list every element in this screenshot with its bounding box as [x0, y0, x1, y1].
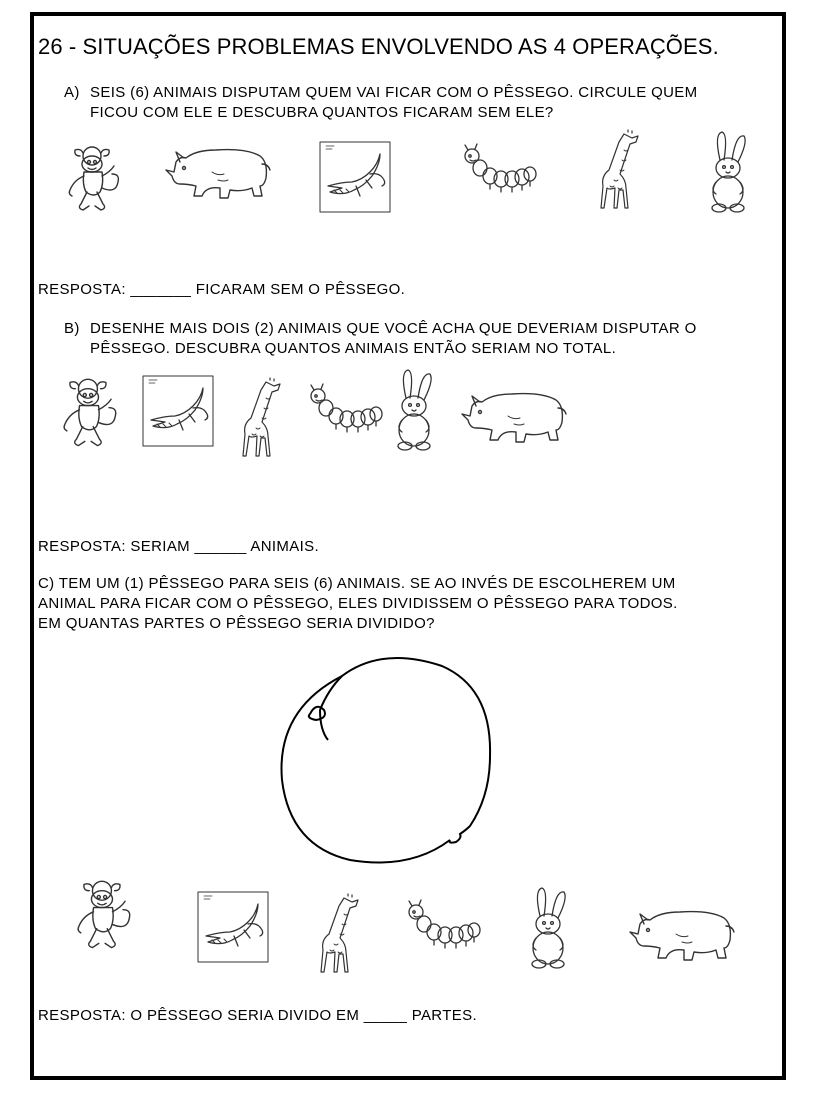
- rhino-illustration[interactable]: [626, 904, 736, 956]
- peach-drawing: [270, 640, 500, 870]
- rabbit-illustration[interactable]: [704, 130, 754, 216]
- section-a-answer: RESPOSTA: _______ FICARAM SEM O PÊSSEGO.: [38, 281, 406, 298]
- section-b-text-line1: DESENHE MAIS DOIS (2) ANIMAIS QUE VOCÊ ACHA QUE DEVERIAM DISPUTAR O: [90, 320, 697, 337]
- rhino-illustration[interactable]: [458, 386, 568, 438]
- section-c-text-line3: EM QUANTAS PARTES O PÊSSEGO SERIA DIVIDIDO?: [38, 615, 435, 632]
- crocodile-illustration[interactable]: [320, 142, 390, 212]
- section-b-marker: B): [64, 320, 80, 337]
- caterpillar-illustration[interactable]: [404, 900, 480, 950]
- caterpillar-illustration[interactable]: [460, 144, 536, 194]
- giraffe-illustration[interactable]: [594, 130, 640, 210]
- section-a-text-line1: SEIS (6) ANIMAIS DISPUTAM QUEM VAI FICAR COM O PÊSSEGO. CIRCULE QUEM: [90, 84, 698, 101]
- monkey-illustration[interactable]: [70, 876, 136, 956]
- section-a-marker: A): [64, 84, 80, 101]
- section-c-text-line2: ANIMAL PARA FICAR COM O PÊSSEGO, ELES DIVIDISSEM O PÊSSEGO PARA TODOS.: [38, 595, 678, 612]
- caterpillar-illustration[interactable]: [306, 384, 382, 434]
- rhino-illustration[interactable]: [162, 142, 272, 194]
- crocodile-illustration[interactable]: [198, 892, 268, 962]
- section-c-text-line1: C) TEM UM (1) PÊSSEGO PARA SEIS (6) ANIMAIS. SE AO INVÉS DE ESCOLHEREM UM: [38, 575, 676, 592]
- crocodile-illustration[interactable]: [143, 376, 213, 446]
- section-b-text-line2: PÊSSEGO. DESCUBRA QUANTOS ANIMAIS ENTÃO SERIAM NO TOTAL.: [90, 340, 617, 357]
- giraffe-illustration[interactable]: [314, 894, 360, 974]
- page-title: 26 - SITUAÇÕES PROBLEMAS ENVOLVENDO AS 4 OPERAÇÕES.: [38, 34, 719, 59]
- monkey-illustration[interactable]: [62, 142, 124, 218]
- rabbit-illustration[interactable]: [524, 886, 574, 972]
- monkey-illustration[interactable]: [56, 374, 122, 454]
- section-c-answer: RESPOSTA: O PÊSSEGO SERIA DIVIDO EM _____ PARTES.: [38, 1007, 477, 1024]
- giraffe-illustration[interactable]: [236, 378, 282, 458]
- section-a-text-line2: FICOU COM ELE E DESCUBRA QUANTOS FICARAM SEM ELE?: [90, 104, 554, 121]
- section-b-answer: RESPOSTA: SERIAM ______ ANIMAIS.: [38, 538, 320, 555]
- rabbit-illustration[interactable]: [390, 368, 440, 454]
